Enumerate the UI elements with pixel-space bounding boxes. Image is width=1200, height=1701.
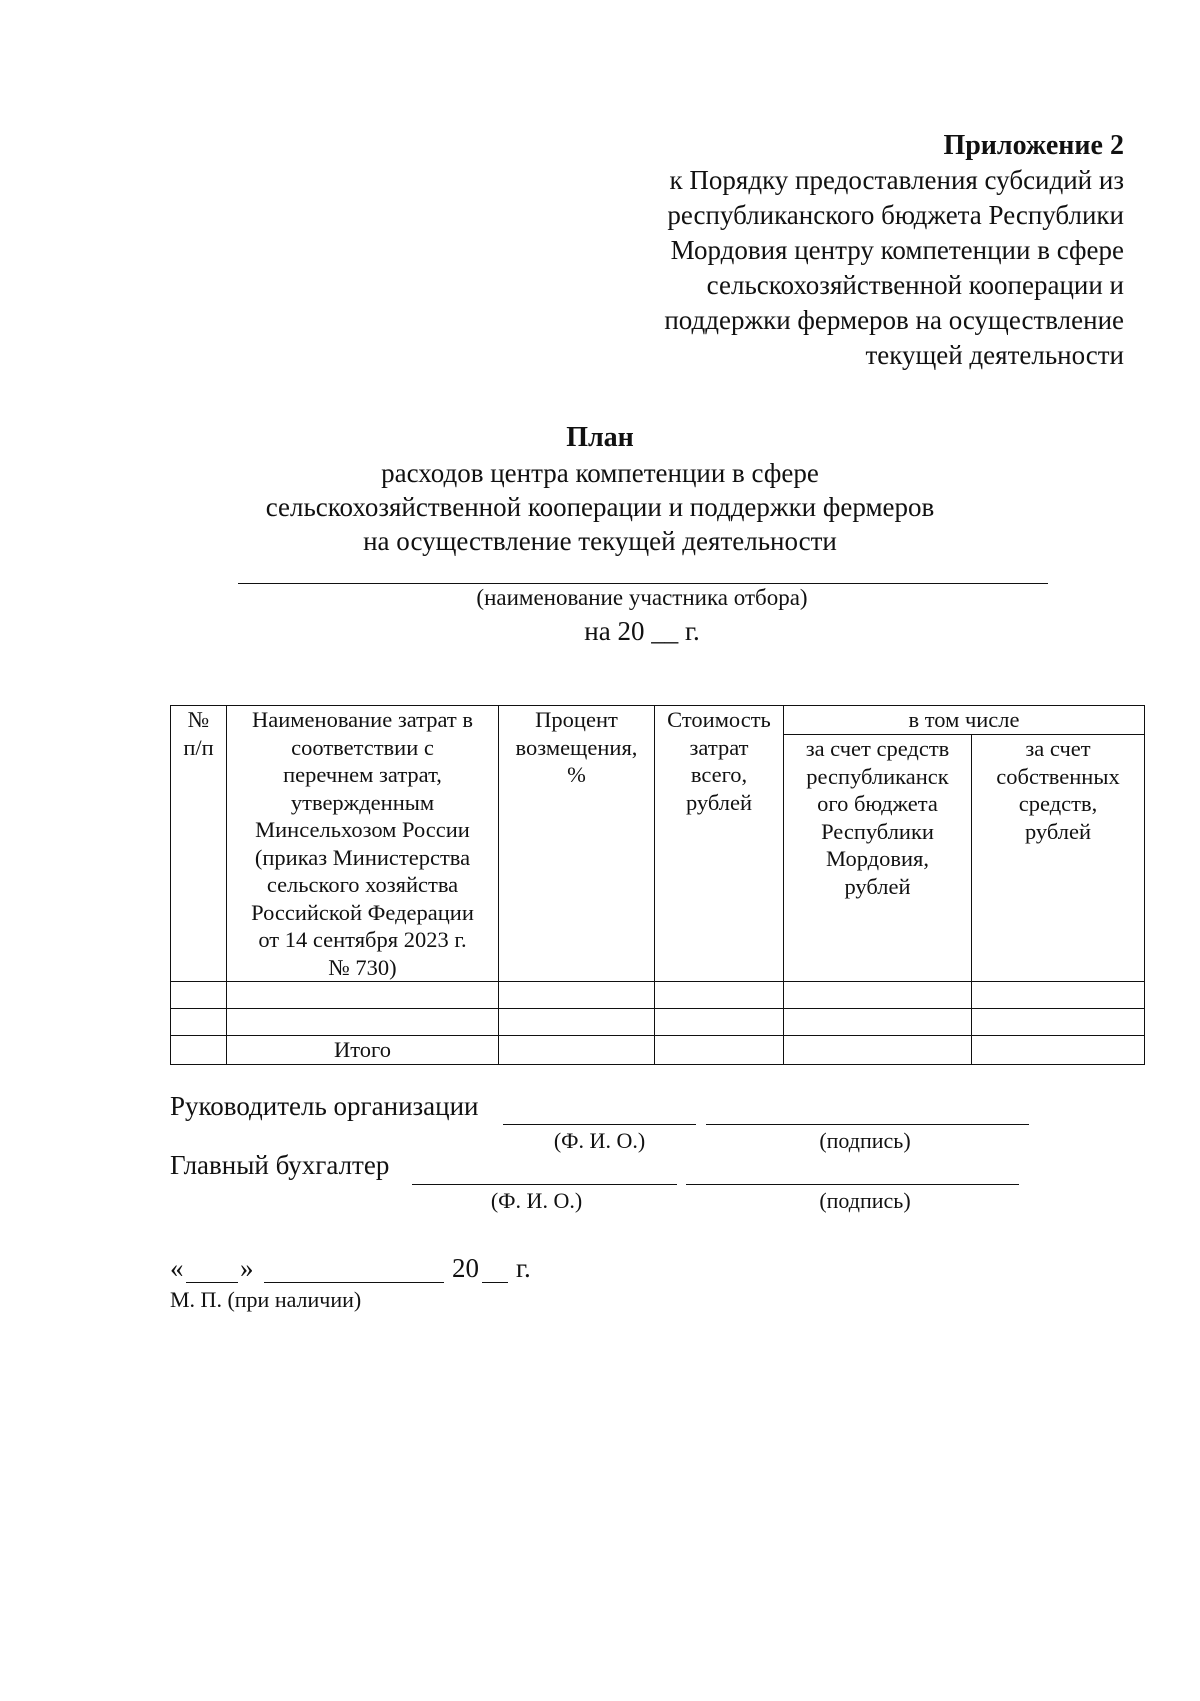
- date-close-quote: »: [240, 1253, 254, 1283]
- table-cell: [227, 1009, 499, 1036]
- appendix-line: к Порядку предоставления субсидий из: [669, 165, 1124, 195]
- plan-subtitle-line: сельскохозяйственной кооперации и поддержки фермеров: [265, 492, 935, 522]
- accountant-fio-caption: (Ф. И. О.): [490, 1188, 583, 1213]
- head-fio-caption: (Ф. И. О.): [553, 1128, 646, 1153]
- date-open-quote: «: [170, 1253, 184, 1283]
- table-cell: [499, 1036, 655, 1065]
- participant-name-line: [238, 583, 1048, 584]
- date-month-line: [264, 1282, 444, 1283]
- accountant-fio-line: [412, 1184, 677, 1185]
- total-label: Итого: [227, 1036, 499, 1065]
- appendix-block: [564, 128, 1124, 373]
- appendix-line: сельскохозяйственной кооперации и: [706, 270, 1124, 300]
- table-cell: [655, 1009, 784, 1036]
- plan-year-line: на 20 __ г.: [584, 616, 700, 646]
- table-cell: [655, 1036, 784, 1065]
- header-own-funds: за счет собственных средств, рублей: [972, 735, 1145, 982]
- table-cell: [784, 982, 972, 1009]
- appendix-title: Приложение 2: [943, 130, 1124, 161]
- table-cell: [972, 1009, 1145, 1036]
- head-signature-line: [706, 1124, 1029, 1125]
- appendix-line: текущей деятельности: [865, 340, 1124, 370]
- table-cell: [171, 982, 227, 1009]
- table-cell: [499, 982, 655, 1009]
- plan-title-block: [0, 420, 1200, 558]
- header-expense-name: Наименование затрат в соответствии с перечнем затрат, утвержденным Минсельхозом России (приказ Министерства сельского хозяйства Российской Федерации от 14 сентября 2023 г. № 730): [227, 706, 499, 982]
- head-label: Руководитель организации: [170, 1091, 479, 1121]
- table-cell: [655, 982, 784, 1009]
- plan-subtitle-line: расходов центра компетенции в сфере: [381, 458, 819, 488]
- appendix-line: поддержки фермеров на осуществление: [664, 305, 1124, 335]
- appendix-line: республиканского бюджета Республики: [667, 200, 1124, 230]
- accountant-signature-caption: (подпись): [819, 1188, 911, 1213]
- appendix-line: Мордовия центру компетенции в сфере: [670, 235, 1124, 265]
- table-cell: [784, 1009, 972, 1036]
- table-row: [171, 982, 1145, 1009]
- head-fio-line: [503, 1124, 696, 1125]
- date-day-line: [186, 1282, 238, 1283]
- participant-caption: (наименование участника отбора): [476, 585, 808, 610]
- date-year: 20: [452, 1253, 479, 1283]
- table-cell: [171, 1036, 227, 1065]
- stamp-note: М. П. (при наличии): [170, 1287, 362, 1312]
- table-row: [171, 1009, 1145, 1036]
- header-num: № п/п: [171, 706, 227, 982]
- table-cell: [171, 1009, 227, 1036]
- header-republic-budget: за счет средств республиканск ого бюджета Республики Мордовия, рублей: [784, 735, 972, 982]
- table-cell: [972, 1036, 1145, 1065]
- accountant-label: Главный бухгалтер: [170, 1150, 390, 1180]
- header-total-cost: Стоимость затрат всего, рублей: [655, 706, 784, 982]
- table-cell: [972, 982, 1145, 1009]
- table-total-row: [171, 1036, 1145, 1065]
- date-suffix: г.: [516, 1253, 531, 1283]
- table-cell: [499, 1009, 655, 1036]
- plan-title: План: [566, 422, 634, 453]
- header-including: в том числе: [784, 706, 1145, 735]
- plan-subtitle-line: на осуществление текущей деятельности: [363, 526, 837, 556]
- header-percent: Процент возмещения, %: [499, 706, 655, 982]
- head-signature-caption: (подпись): [819, 1128, 911, 1153]
- table-cell: [784, 1036, 972, 1065]
- accountant-signature-line: [686, 1184, 1019, 1185]
- table-cell: [227, 982, 499, 1009]
- expense-plan-table: [170, 705, 1145, 1065]
- table-header-row: [171, 706, 1145, 735]
- date-year-line: [482, 1282, 508, 1283]
